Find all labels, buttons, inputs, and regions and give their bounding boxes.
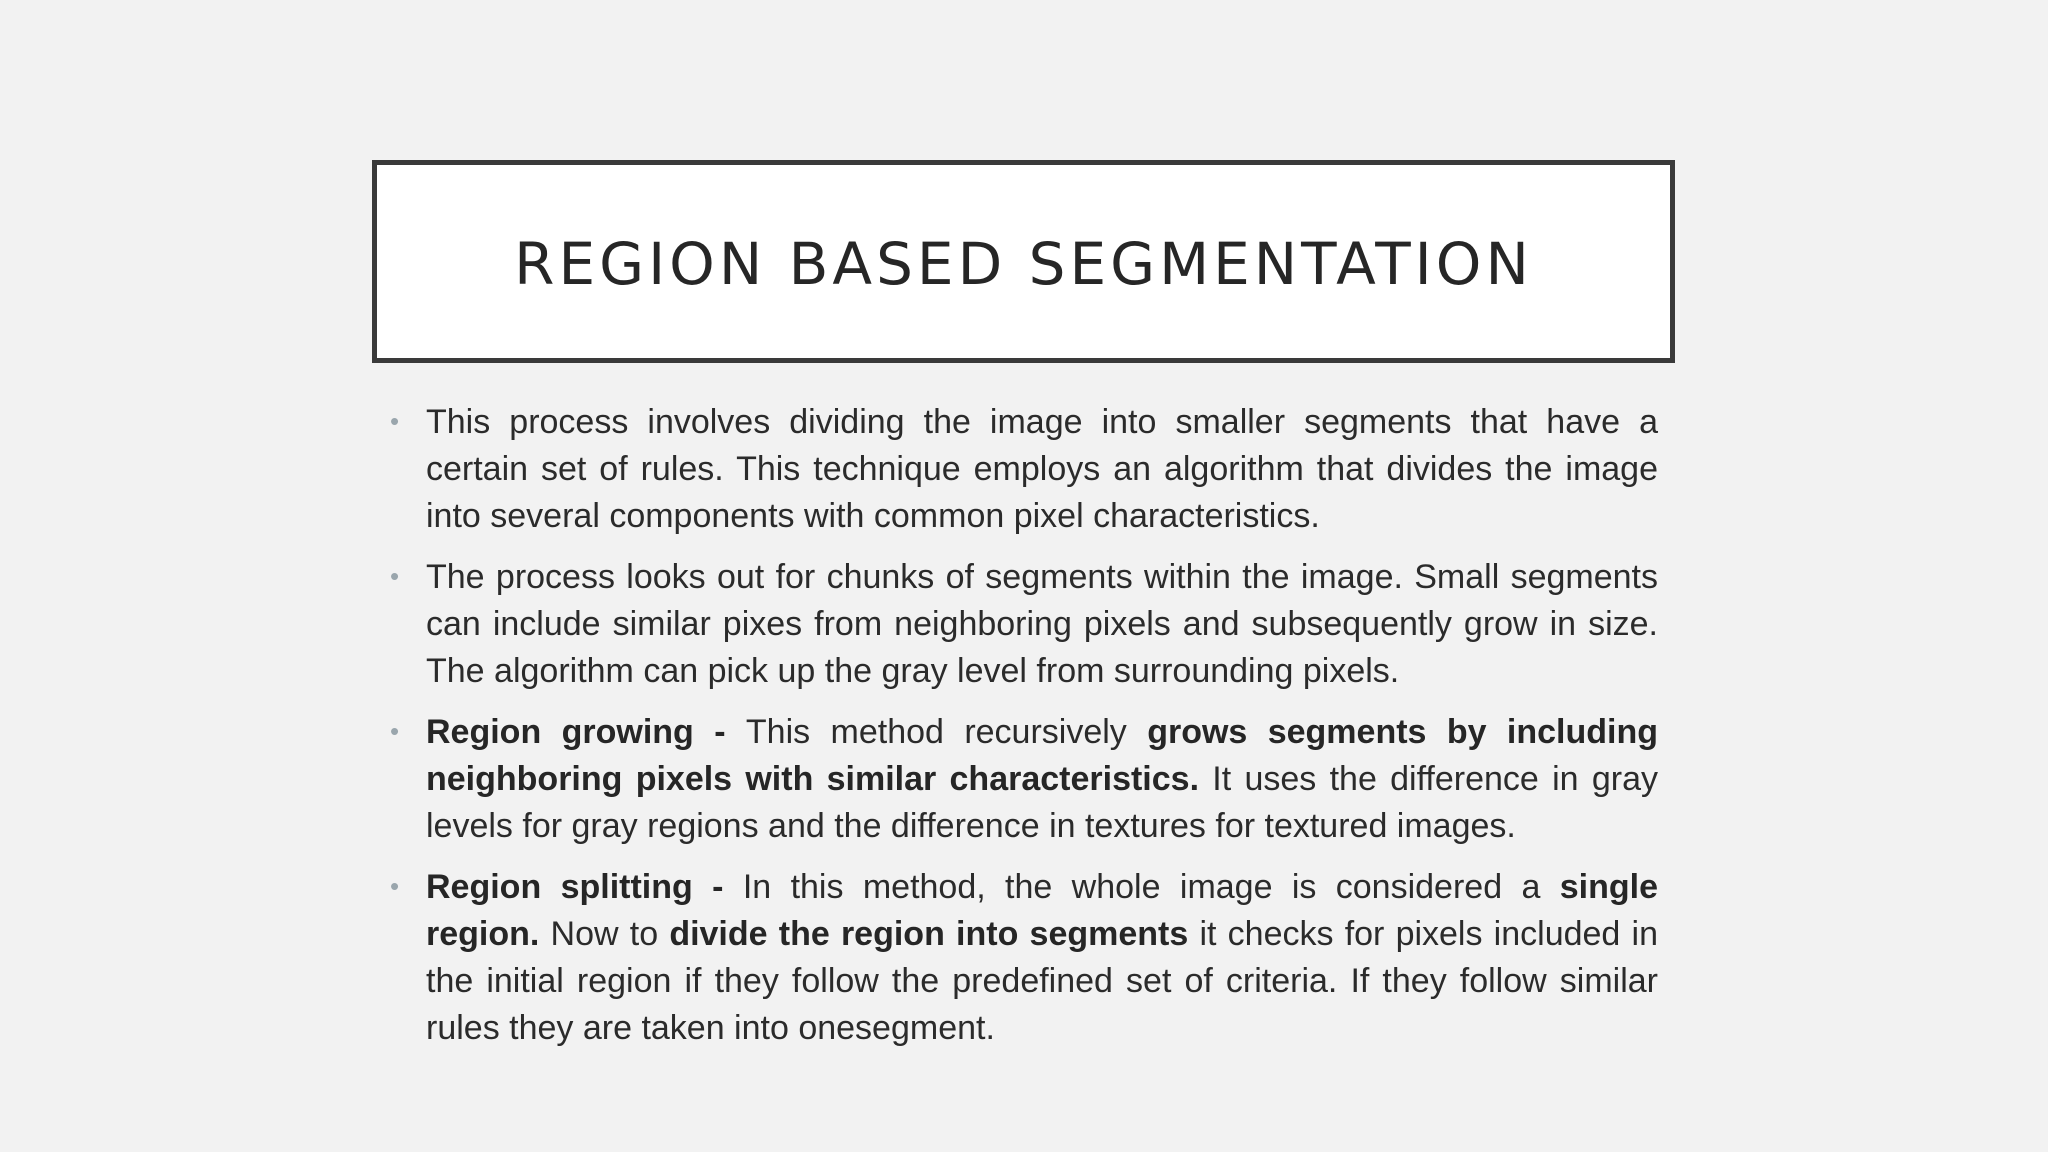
bullet-text: The process looks out for chunks of segments within the image. Small segments can include similar pixes from neighboring pixels and subsequently grow in size. The algorithm can pick up the gray level from surrounding pixels.	[426, 558, 1658, 690]
bullet-marker-icon: •	[390, 871, 400, 901]
bullet-text: it checks for pixels included in the initial region if they follow the predefined set of criteria. If they follow similar rules they are taken into onesegment.	[426, 915, 1658, 1047]
bullet-item-2	[386, 554, 1658, 695]
bullet-item-1	[386, 399, 1658, 540]
bullet-text: It uses the difference in gray levels for gray regions and the difference in textures for textured images.	[426, 760, 1658, 845]
bullet-bold-text: grows segments by including neighboring pixels with similar characteristics.	[426, 713, 1658, 798]
bullet-bold-term: Region splitting -	[426, 868, 743, 906]
bullet-item-3	[386, 709, 1658, 850]
bullet-bold-text: divide the region into segments	[669, 915, 1189, 953]
bullet-text: This method recursively	[745, 713, 1148, 751]
bullet-marker-icon: •	[390, 716, 400, 746]
bullet-list	[386, 399, 1658, 1066]
bullet-bold-text: single region.	[426, 868, 1658, 953]
bullet-marker-icon: •	[390, 561, 400, 591]
bullet-text: In this method, the whole image is considered a	[742, 868, 1560, 906]
bullet-bold-term: Region growing -	[426, 713, 746, 751]
bullet-marker-icon: •	[390, 406, 400, 436]
bullet-text: This process involves dividing the image into smaller segments that have a certain set of rules. This technique employs an algorithm that divides the image into several components with common pixel characteristics.	[426, 403, 1658, 535]
slide-title: REGION BASED SEGMENTATION	[514, 229, 1533, 298]
bullet-text: Now to	[539, 915, 670, 953]
title-box	[372, 160, 1675, 363]
bullet-item-4	[386, 864, 1658, 1052]
